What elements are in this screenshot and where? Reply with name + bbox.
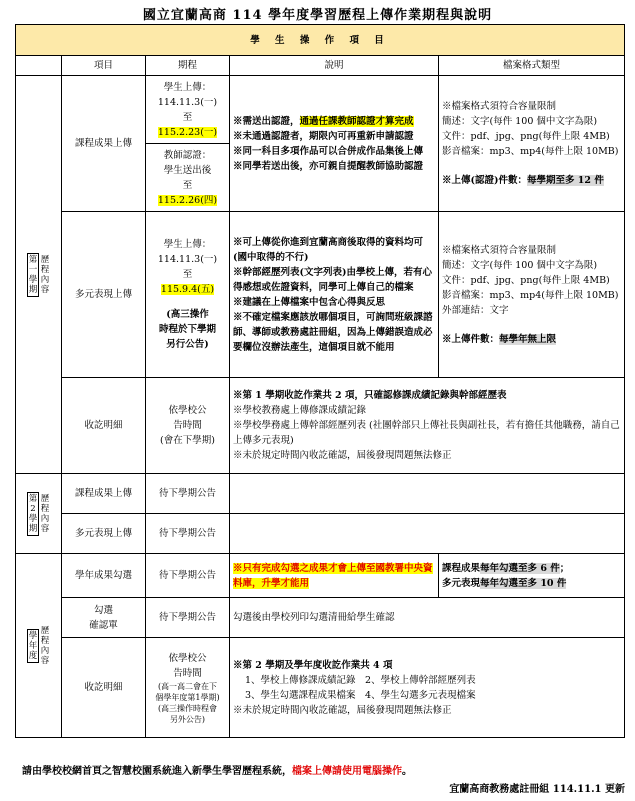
footer-note: 請由學校校網首頁之智慧校園系統進入新學生學習歷程系統，檔案上傳請使用電腦操作。 <box>22 766 412 777</box>
semester-2-text: 歷程內容 <box>40 493 50 534</box>
deadline-highlight: 115.2.26(四) <box>157 194 218 206</box>
semester-2-box: 第2學期 <box>28 493 38 534</box>
year-text: 歷程內容 <box>40 625 50 666</box>
footer-warning: 檔案上傳請使用電腦操作 <box>292 766 402 777</box>
col-semester <box>16 56 62 76</box>
sem2-course-period: 待下學期公告 <box>146 474 230 514</box>
year-select-desc <box>230 554 439 598</box>
table-header: 學 生 操 作 項 目 <box>16 25 625 56</box>
year-confirm-sheet-period: 待下學期公告 <box>146 598 230 638</box>
semester-1-label <box>16 76 62 474</box>
semester-1-box: 第一學期 <box>28 254 38 295</box>
col-desc: 說明 <box>230 56 439 76</box>
sem1-course-desc: ※需送出認證，通過任課教師認證才算完成 ※未通過認證者，期限內可再重新申請認證 ※同一科目多項作品可以合併成作品集後上傳 ※同學若送出後，亦可親自提醒教師協助認證 <box>230 76 439 212</box>
sem1-multi-desc: ※可上傳從你進到宜蘭高商後取得的資料均可(國中取得的不行) ※幹部經歷列表(文字列表)由學校上傳，若有心得感想或佐證資料，同學可上傳自己的檔案 ※建議在上傳檔案中包含心得與反思 ※不確定檔案應該放哪個項目，可詢問班級課諮師、導師或教務處註冊組，因為上傳錯誤造成必要欄位沒辦法產生，這個項目就不能用 <box>230 212 439 378</box>
year-select-item: 學年成果勾選 <box>62 554 146 598</box>
table-row <box>16 378 625 474</box>
sem1-multi-period: 學生上傳： 114.11.3(一) 至 115.9.4(五) (高三操作 時程於下學期 另行公告) <box>146 212 230 378</box>
sem2-multi-item: 多元表現上傳 <box>62 514 146 554</box>
year-confirm-desc: ※第 2 學期及學年度收訖作業共 4 項 1、學校上傳修課成績記錄 2、學校上傳幹部經歷列表 3、學生勾選課程成果檔案 4、學生勾選多元表現檔案 ※未於規定時間內收訖確認，屆後發現問題無法修正 <box>230 638 625 738</box>
table-row <box>16 598 625 638</box>
semester-2-label <box>16 474 62 554</box>
table-row <box>16 514 625 554</box>
deadline-highlight: 115.9.4(五) <box>160 284 215 295</box>
semester-1-text: 歷程內容 <box>40 254 50 295</box>
sem1-multi-format: ※檔案格式須符合容量限制 簡述：文字(每件 100 個中文字為限) 文件：pdf、jpg、png(每件上限 4MB) 影音檔案：mp3、mp4(每件上限 10MB) 外部連結：文字 ※上傳件數：每學年無上限 <box>439 212 625 378</box>
col-format: 檔案格式類型 <box>439 56 625 76</box>
sem2-multi-desc <box>230 514 625 554</box>
year-select-period: 待下學期公告 <box>146 554 230 598</box>
table-row <box>16 554 625 598</box>
deadline-highlight: 115.2.23(一) <box>157 126 218 138</box>
year-label <box>16 554 62 738</box>
table-row <box>16 474 625 514</box>
count-highlight: 每學期至多 12 件 <box>527 175 604 186</box>
col-item: 項目 <box>62 56 146 76</box>
sem1-course-format: ※檔案格式須符合容量限制 簡述：文字(每件 100 個中文字為限) 文件：pdf、jpg、png(每件上限 4MB) 影音檔案：mp3、mp4(每件上限 10MB) ※上傳(認證)件數：每學期至多 12 件 <box>439 76 625 212</box>
schedule-table <box>15 24 625 738</box>
year-confirm-period: 依學校公 告時間 (高一高二會在下 個學年度第1學期) (高三操作時程會 另外公告) <box>146 638 230 738</box>
sem1-multi-item: 多元表現上傳 <box>62 212 146 378</box>
page-title: 國立宜蘭高商 114 學年度學習歷程上傳作業期程與說明 <box>142 8 493 23</box>
sem2-multi-period: 待下學期公告 <box>146 514 230 554</box>
col-period: 期程 <box>146 56 230 76</box>
sem1-course-item: 課程成果上傳 <box>62 76 146 212</box>
year-box: 學年度 <box>28 630 38 661</box>
year-confirm-sheet-item: 勾選 確認單 <box>62 598 146 638</box>
table-row <box>16 76 625 144</box>
select-warning: ※只有完成勾選之成果才會上傳至國教署中央資料庫，升學才能用 <box>233 562 433 589</box>
sem1-confirm-period: 依學校公 告時間 (會在下學期) <box>146 378 230 474</box>
sem1-confirm-desc: ※第 1 學期收訖作業共 2 項，只確認修課成績記錄與幹部經歷表 ※學校教務處上傳修課成績記錄 ※學校學務處上傳幹部經歷列表 (社團幹部只上傳社長與副社長，若有擔任其他職務，請自己上傳多元表現) ※未於規定時間內收訖確認，屆後發現問題無法修正 <box>230 378 625 474</box>
year-confirm-sheet-desc: 勾選後由學校列印勾選清冊給學生確認 <box>230 598 625 638</box>
sem1-course-period-teacher: 教師認證： 學生送出後 至 115.2.26(四) <box>146 144 230 212</box>
footer-updated: 宜蘭高商教務處註冊組 114.11.1 更新 <box>449 784 625 795</box>
year-confirm-item: 收訖明細 <box>62 638 146 738</box>
year-select-format: 課程成果每年勾選至多 6 件； 多元表現每年勾選至多 10 件 <box>439 554 625 598</box>
sem2-course-desc <box>230 474 625 514</box>
sem1-course-period-student: 學生上傳： 114.11.3(一) 至 115.2.23(一) <box>146 76 230 144</box>
column-header-row <box>16 56 625 76</box>
sem2-course-item: 課程成果上傳 <box>62 474 146 514</box>
table-row <box>16 212 625 378</box>
sem1-confirm-item: 收訖明細 <box>62 378 146 474</box>
table-row <box>16 638 625 738</box>
count-highlight: 每學年無上限 <box>499 333 557 345</box>
